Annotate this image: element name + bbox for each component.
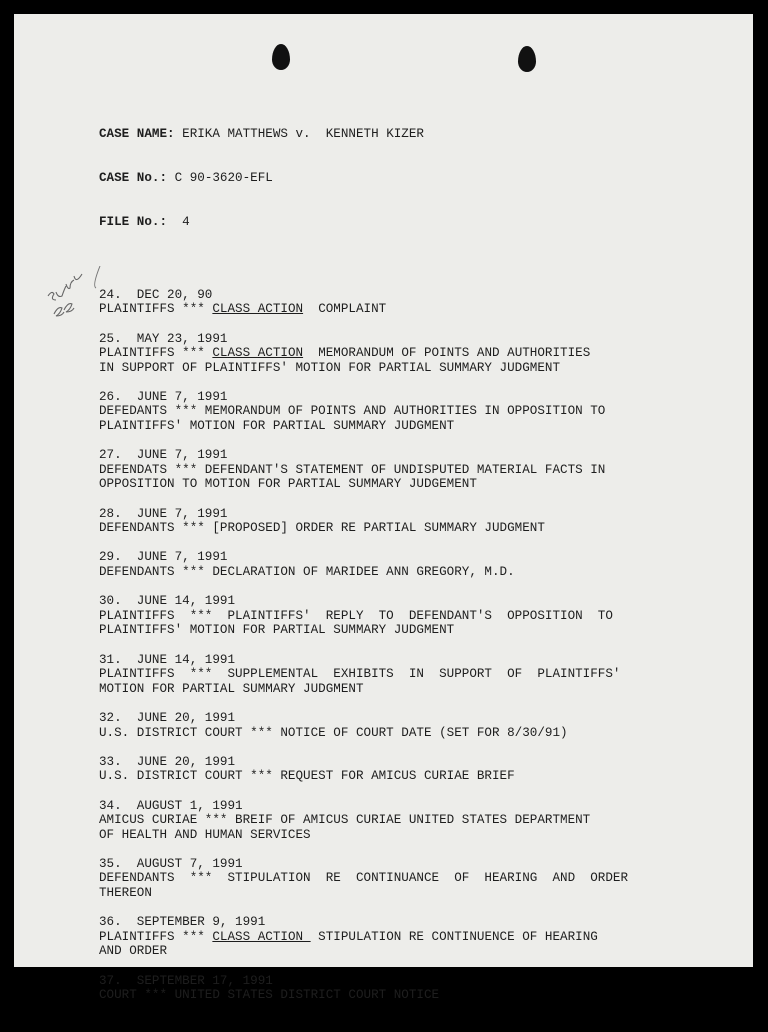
entry-date: 33. JUNE 20, 1991 [99,754,236,769]
entry-description: DEFENDANTS *** STIPULATION RE CONTINUANCE OF HEARING AND ORDER [99,871,629,886]
entry-date: 35. AUGUST 7, 1991 [99,856,243,871]
entry-description-continued: THEREON [99,886,152,901]
entry-description: PLAINTIFFS *** CLASS ACTION STIPULATION RE CONTINUENCE OF HEARING [99,929,598,944]
docket-entry [99,799,739,843]
entry-description: U.S. DISTRICT COURT *** REQUEST FOR AMICUS CURIAE BRIEF [99,769,515,784]
docket-entry [99,915,739,959]
handwritten-margin-note [44,266,104,326]
docket-entry [99,550,739,579]
entry-date: 36. SEPTEMBER 9, 1991 [99,915,266,930]
entry-description-continued: MOTION FOR PARTIAL SUMMARY JUDGMENT [99,681,364,696]
entry-description-continued: OPPOSITION TO MOTION FOR PARTIAL SUMMARY JUDGEMENT [99,477,477,492]
entry-date: 27. JUNE 7, 1991 [99,448,228,463]
entry-description-continued: PLAINTIFFS' MOTION FOR PARTIAL SUMMARY JUDGMENT [99,419,455,434]
docket-entry [99,857,739,901]
docket-entry [99,288,739,317]
docket-entry [99,332,739,376]
case-name-line: CASE NAME: ERIKA MATTHEWS v. KENNETH KIZER [99,127,424,142]
entry-description: DEFENDANTS *** [PROPOSED] ORDER RE PARTIAL SUMMARY JUDGMENT [99,521,545,536]
docket-text [99,98,739,1032]
file-no-line: FILE No.: 4 [99,214,190,229]
docket-entry [99,653,739,697]
entry-date: 26. JUNE 7, 1991 [99,389,228,404]
punch-hole [272,44,290,70]
entry-date: 37. SEPTEMBER 17, 1991 [99,973,273,988]
document-page [14,14,753,1003]
entry-date: 31. JUNE 14, 1991 [99,652,236,667]
docket-entry [99,711,739,740]
entry-description: DEFENDANTS *** DECLARATION OF MARIDEE ANN GREGORY, M.D. [99,565,515,579]
entry-description: PLAINTIFFS *** SUPPLEMENTAL EXHIBITS IN SUPPORT OF PLAINTIFFS' [99,667,621,682]
entry-description: PLAINTIFFS *** CLASS ACTION MEMORANDUM OF POINTS AND AUTHORITIES [99,346,591,361]
class-action-label: CLASS ACTION [212,346,304,361]
entry-description: PLAINTIFFS *** CLASS ACTION COMPLAINT [99,302,387,317]
entry-description-continued: OF HEALTH AND HUMAN SERVICES [99,827,311,842]
docket-entry [99,755,739,784]
punch-hole [518,46,536,72]
entry-date: 30. JUNE 14, 1991 [99,594,236,609]
entry-date: 28. JUNE 7, 1991 [99,506,228,521]
entry-description-continued: PLAINTIFFS' MOTION FOR PARTIAL SUMMARY JUDGMENT [99,623,455,638]
entry-date: 29. JUNE 7, 1991 [99,550,228,565]
class-action-label: CLASS ACTION [212,302,304,317]
entry-description: U.S. DISTRICT COURT *** NOTICE OF COURT DATE (SET FOR 8/30/91) [99,725,568,740]
entry-description: DEFEDANTS *** MEMORANDUM OF POINTS AND AUTHORITIES IN OPPOSITION TO [99,404,606,419]
entry-description: AMICUS CURIAE *** BREIF OF AMICUS CURIAE UNITED STATES DEPARTMENT [99,813,591,828]
entry-description-continued: AND ORDER [99,944,168,959]
entry-description: DEFENDATS *** DEFENDANT'S STATEMENT OF UNDISPUTED MATERIAL FACTS IN [99,462,606,477]
case-no-line: CASE No.: C 90-3620-EFL [99,170,273,185]
entry-description: COURT *** UNITED STATES DISTRICT COURT NOTICE [99,988,440,1003]
entry-date: 32. JUNE 20, 1991 [99,710,236,725]
entry-description: PLAINTIFFS *** PLAINTIFFS' REPLY TO DEFENDANT'S OPPOSITION TO [99,608,613,623]
entry-date: 24. DEC 20, 90 [99,287,213,302]
entry-description-continued: IN SUPPORT OF PLAINTIFFS' MOTION FOR PARTIAL SUMMARY JUDGMENT [99,360,561,375]
docket-entry [99,390,739,434]
entry-date: 25. MAY 23, 1991 [99,331,228,346]
entry-date: 34. AUGUST 1, 1991 [99,798,243,813]
class-action-label: CLASS ACTION [212,929,311,944]
docket-entry [99,594,739,638]
docket-entry [99,507,739,536]
docket-entry [99,448,739,492]
docket-entry [99,974,739,1003]
docket-entries [99,288,739,1003]
